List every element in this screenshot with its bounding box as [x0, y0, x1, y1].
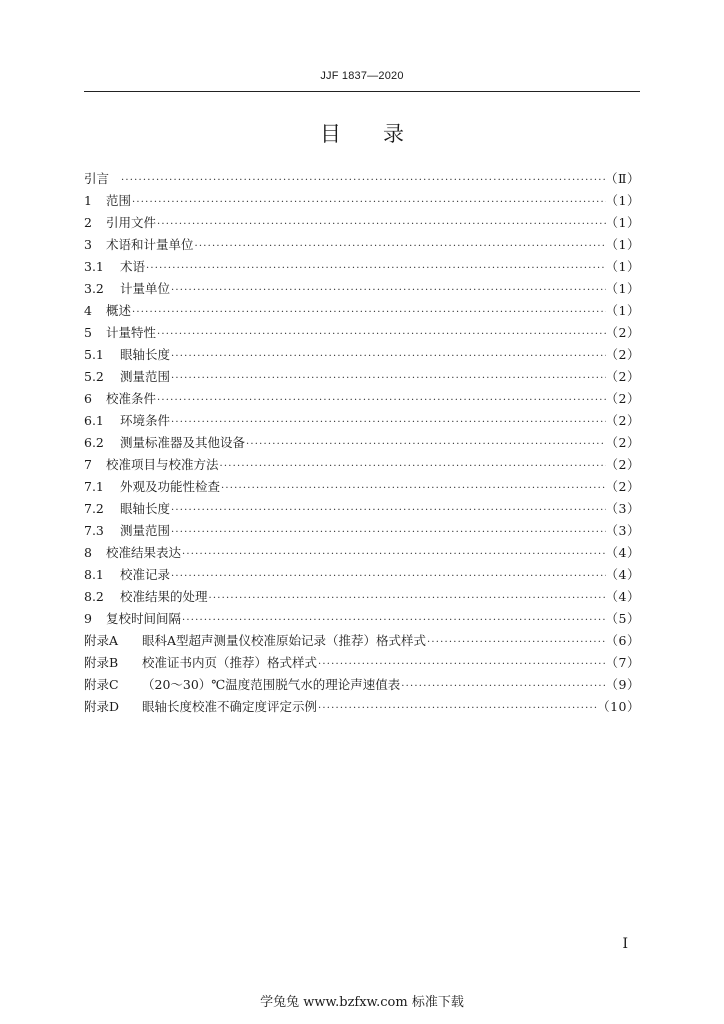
toc-entry[interactable]	[84, 696, 640, 718]
toc-leader-dots	[170, 522, 606, 544]
toc-entry-page: （3）	[605, 501, 640, 516]
page-number: Ⅰ	[622, 936, 628, 952]
toc-entry-title: 校准记录	[120, 567, 171, 582]
toc-entry[interactable]	[84, 322, 640, 344]
toc-entry[interactable]	[84, 410, 640, 432]
toc-leader-dots	[145, 258, 606, 280]
toc-entry-title: 校准结果表达	[106, 545, 182, 560]
toc-entry-title: 眼轴长度校准不确定度评定示例	[142, 699, 318, 714]
toc-entry-number: 引言	[84, 171, 110, 186]
toc-entry-page: （2）	[605, 479, 640, 494]
toc-leader-dots	[156, 324, 606, 346]
toc-leader-dots	[220, 478, 606, 500]
toc-entry-page: （7）	[605, 655, 640, 670]
toc-entry-page: （4）	[605, 567, 640, 582]
toc-leader-dots	[194, 236, 606, 258]
toc-entry-title: 校准条件	[106, 391, 157, 406]
toc-entry-page: （2）	[605, 325, 640, 340]
toc-entry-title: 复校时间间隔	[106, 611, 182, 626]
toc-entry-title: 范围	[106, 193, 132, 208]
toc-leader-dots	[426, 632, 606, 654]
toc-leader-dots	[208, 588, 606, 610]
toc-entry-title: 术语	[120, 259, 146, 274]
toc-entry-page: （2）	[605, 457, 640, 472]
toc-entry-title: 校准证书内页（推荐）格式样式	[142, 655, 318, 670]
toc-entry[interactable]	[84, 256, 640, 278]
toc-entry-page: （1）	[605, 215, 640, 230]
toc-leader-dots	[131, 192, 606, 214]
toc-entry-number: 3	[84, 237, 92, 252]
toc-entry-number: 5.1	[84, 347, 104, 362]
toc-entry-page: （4）	[605, 545, 640, 560]
toc-entry-title: 测量标准器及其他设备	[120, 435, 246, 450]
toc-entry[interactable]	[84, 190, 640, 212]
toc-entry-page: （3）	[605, 523, 640, 538]
toc-entry[interactable]	[84, 520, 640, 542]
watermark-footer: 学兔兔 www.bzfxw.com 标准下载	[260, 995, 464, 1010]
toc-entry-title: 测量范围	[120, 369, 171, 384]
toc-entry-number: 7	[84, 457, 92, 472]
toc-leader-dots	[156, 390, 606, 412]
toc-entry-number: 5	[84, 325, 92, 340]
toc-entry[interactable]	[84, 212, 640, 234]
toc-entry-page: （Ⅱ）	[605, 171, 640, 186]
toc-leader-dots	[170, 412, 606, 434]
toc-entry[interactable]	[84, 234, 640, 256]
toc-entry[interactable]	[84, 608, 640, 630]
toc-entry-page: （1）	[605, 193, 640, 208]
toc-entry-number: 附录B	[84, 655, 119, 670]
toc-entry-page: （5）	[605, 611, 640, 626]
toc-entry-page: （6）	[605, 633, 640, 648]
toc-entry-page: （2）	[605, 435, 640, 450]
toc-entry[interactable]	[84, 168, 640, 190]
toc-entry-title: 环境条件	[120, 413, 171, 428]
toc-entry-number: 8.2	[84, 589, 104, 604]
toc-entry-page: （1）	[605, 237, 640, 252]
toc-entry[interactable]	[84, 454, 640, 476]
toc-entry[interactable]	[84, 344, 640, 366]
toc-leader-dots	[170, 500, 606, 522]
toc-entry-page: （1）	[605, 259, 640, 274]
toc-entry[interactable]	[84, 300, 640, 322]
toc-entry-number: 3.2	[84, 281, 104, 296]
toc-entry-number: 6.1	[84, 413, 104, 428]
toc-entry-page: （2）	[605, 369, 640, 384]
toc-leader-dots	[170, 566, 606, 588]
toc-entry-title: 测量范围	[120, 523, 171, 538]
toc-entry-title: 引用文件	[106, 215, 157, 230]
toc-entry[interactable]	[84, 366, 640, 388]
toc-entry-title: （20～30）℃温度范围脱气水的理论声速值表	[142, 677, 401, 692]
toc-entry[interactable]	[84, 278, 640, 300]
toc-leader-dots	[120, 170, 605, 192]
toc-entry-page: （2）	[605, 391, 640, 406]
toc-entry[interactable]	[84, 476, 640, 498]
toc-entry-title: 计量特性	[106, 325, 157, 340]
toc-leader-dots	[245, 434, 606, 456]
toc-leader-dots	[170, 368, 606, 390]
toc-entry-number: 8	[84, 545, 92, 560]
toc-entry[interactable]	[84, 652, 640, 674]
toc-entry[interactable]	[84, 630, 640, 652]
toc-entry-number: 附录D	[84, 699, 120, 714]
toc-leader-dots	[181, 544, 606, 566]
toc-entry-page: （4）	[605, 589, 640, 604]
toc-entry-number: 6.2	[84, 435, 104, 450]
toc-entry-page: （2）	[605, 347, 640, 362]
toc-entry-title: 术语和计量单位	[106, 237, 194, 252]
page-title: 目录	[320, 122, 446, 146]
toc-entry-number: 3.1	[84, 259, 104, 274]
toc-leader-dots	[317, 698, 597, 720]
toc-entry-title: 眼轴长度	[120, 501, 171, 516]
toc-entry-number: 6	[84, 391, 92, 406]
toc-entry-title: 眼科A型超声测量仪校准原始记录（推荐）格式样式	[142, 633, 427, 648]
toc-entry-number: 9	[84, 611, 92, 626]
toc-entry-number: 附录C	[84, 677, 119, 692]
toc-entry-page: （1）	[605, 303, 640, 318]
toc-entry[interactable]	[84, 586, 640, 608]
toc-leader-dots	[400, 676, 605, 698]
toc-entry-number: 5.2	[84, 369, 104, 384]
toc-entry-title: 计量单位	[120, 281, 171, 296]
toc-entry[interactable]	[84, 564, 640, 586]
toc-entry-number: 附录A	[84, 633, 119, 648]
toc-entry-title: 概述	[106, 303, 132, 318]
toc-entry-page: （9）	[605, 677, 640, 692]
toc-entry[interactable]	[84, 432, 640, 454]
toc-entry-number: 2	[84, 215, 92, 230]
toc-entry-number: 4	[84, 303, 92, 318]
document-code-header: JJF 1837—2020	[320, 70, 404, 82]
toc-leader-dots	[317, 654, 606, 676]
toc-leader-dots	[219, 456, 606, 478]
toc-entry[interactable]	[84, 542, 640, 564]
toc-entry-title: 眼轴长度	[120, 347, 171, 362]
toc-entry-number: 8.1	[84, 567, 104, 582]
toc-entry-page: （1）	[605, 281, 640, 296]
toc-leader-dots	[170, 280, 606, 302]
toc-leader-dots	[156, 214, 606, 236]
toc-leader-dots	[131, 302, 606, 324]
toc-entry-page: （2）	[605, 413, 640, 428]
toc-entry[interactable]	[84, 674, 640, 696]
toc-leader-dots	[181, 610, 606, 632]
toc-entry-page: （10）	[597, 699, 640, 714]
toc-entry-title: 校准结果的处理	[120, 589, 208, 604]
header-rule	[84, 91, 640, 92]
toc-leader-dots	[170, 346, 606, 368]
toc-entry-number: 7.3	[84, 523, 104, 538]
toc-entry[interactable]	[84, 388, 640, 410]
toc-entry-number: 7.2	[84, 501, 104, 516]
table-of-contents	[84, 168, 640, 718]
toc-entry-title: 外观及功能性检查	[120, 479, 221, 494]
toc-entry-number: 7.1	[84, 479, 104, 494]
toc-entry-title: 校准项目与校准方法	[106, 457, 219, 472]
toc-entry-number: 1	[84, 193, 92, 208]
toc-entry[interactable]	[84, 498, 640, 520]
